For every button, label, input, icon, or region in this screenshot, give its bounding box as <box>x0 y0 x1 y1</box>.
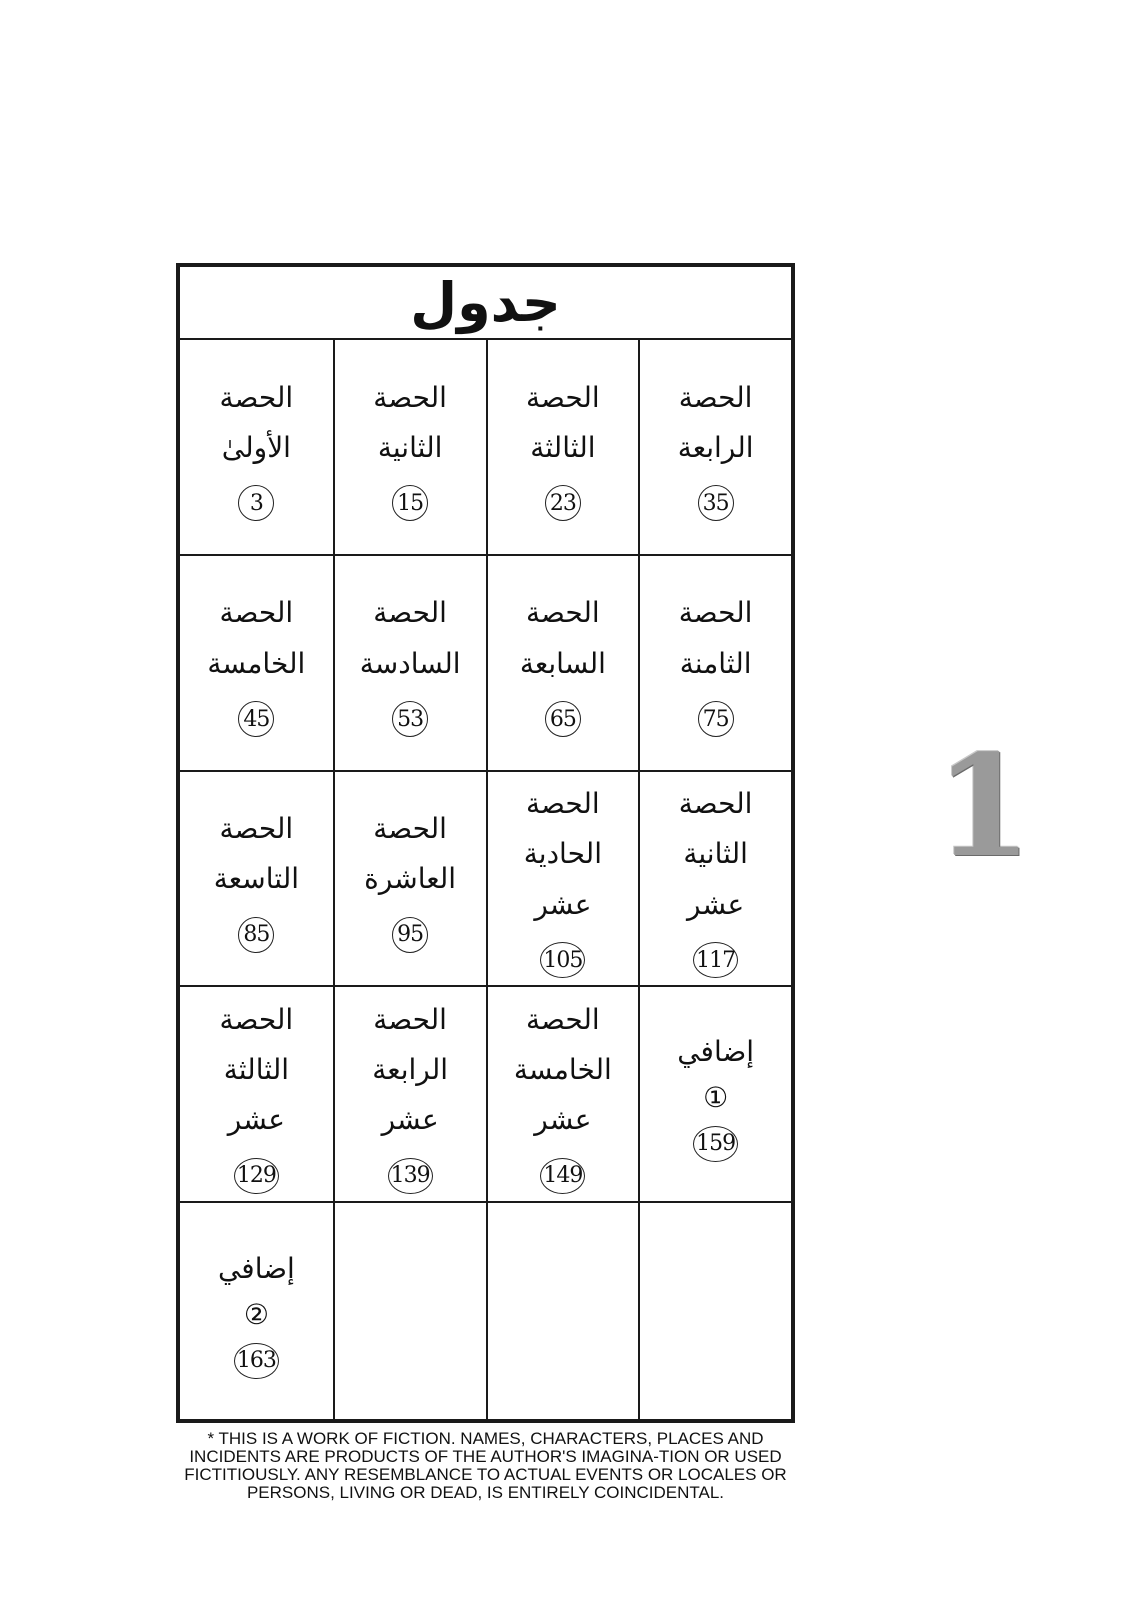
chapter-label: الحصة الحادية عشر <box>523 786 602 921</box>
chapter-label: الحصة العاشرة <box>364 812 457 896</box>
toc-entry[interactable] <box>486 987 639 1203</box>
toc-entry[interactable] <box>333 556 486 772</box>
table-of-contents <box>176 263 795 1423</box>
toc-grid <box>180 340 791 1419</box>
chapter-label: الحصة الرابعة عشر <box>372 1002 449 1137</box>
page-number-badge: 149 <box>540 1158 585 1194</box>
toc-empty-cell <box>486 1203 639 1419</box>
page-number-badge: 23 <box>545 485 581 521</box>
page-number-badge: 35 <box>698 485 734 521</box>
fiction-disclaimer: * THIS IS A WORK OF FICTION. NAMES, CHARACTERS, PLACES AND INCIDENTS ARE PRODUCTS OF THE AUTHOR'S IMAGINA-TION OR USED FICTITIOUSLY. ANY RESEMBLANCE TO ACTUAL EVENTS OR LOCALES OR PERSONS, LIVING OR DEAD, IS ENTIRELY COINCIDENTAL. <box>184 1429 787 1502</box>
toc-entry[interactable] <box>180 987 333 1203</box>
chapter-label: الحصة السابعة <box>519 596 606 680</box>
page-number-badge: 3 <box>238 485 274 521</box>
toc-entry[interactable] <box>333 340 486 556</box>
toc-entry[interactable] <box>638 556 791 772</box>
page-number-badge: 45 <box>238 701 274 737</box>
page-number-badge: 105 <box>540 942 585 978</box>
page-number-badge: 53 <box>392 701 428 737</box>
toc-title: جدول <box>180 267 791 340</box>
toc-entry[interactable] <box>180 772 333 988</box>
page-number-badge: 65 <box>545 701 581 737</box>
toc-entry[interactable] <box>638 987 791 1203</box>
page-number-badge: 117 <box>693 942 738 978</box>
chapter-label: الحصة الثالثة عشر <box>219 1002 294 1137</box>
chapter-label: الحصة الثامنة <box>678 596 753 680</box>
extra-number: ② <box>243 1297 269 1331</box>
chapter-label: الحصة السادسة <box>359 596 461 680</box>
chapter-label: الحصة الثانية عشر <box>678 786 753 921</box>
toc-entry[interactable] <box>333 772 486 988</box>
chapter-label: إضافي <box>217 1251 295 1285</box>
toc-entry[interactable] <box>180 1203 333 1419</box>
chapter-label: الحصة الخامسة <box>207 596 306 680</box>
page-number-badge: 85 <box>238 917 274 953</box>
toc-entry[interactable] <box>333 987 486 1203</box>
toc-entry[interactable] <box>486 556 639 772</box>
page-number-badge: 75 <box>698 701 734 737</box>
page-number-badge: 139 <box>388 1158 433 1194</box>
toc-entry[interactable] <box>180 340 333 556</box>
toc-entry[interactable] <box>638 340 791 556</box>
page-number-badge: 129 <box>234 1158 279 1194</box>
page-number-badge: 159 <box>693 1126 738 1162</box>
chapter-label: الحصة الأولىٰ <box>219 380 294 464</box>
chapter-label: إضافي <box>677 1034 755 1068</box>
page-number-badge: 163 <box>234 1343 279 1379</box>
page-number-badge: 95 <box>392 917 428 953</box>
page-number-badge: 15 <box>392 485 428 521</box>
toc-entry[interactable] <box>486 772 639 988</box>
volume-number: 1 <box>935 725 1033 889</box>
toc-empty-cell <box>333 1203 486 1419</box>
chapter-label: الحصة الثالثة <box>526 380 600 464</box>
chapter-label: الحصة الرابعة <box>677 380 754 464</box>
chapter-label: الحصة الخامسة عشر <box>513 1002 612 1137</box>
chapter-label: الحصة الثانية <box>373 380 447 464</box>
extra-number: ① <box>703 1081 729 1115</box>
toc-entry[interactable] <box>180 556 333 772</box>
chapter-label: الحصة التاسعة <box>213 812 300 896</box>
toc-entry[interactable] <box>486 340 639 556</box>
toc-entry[interactable] <box>638 772 791 988</box>
toc-empty-cell <box>638 1203 791 1419</box>
